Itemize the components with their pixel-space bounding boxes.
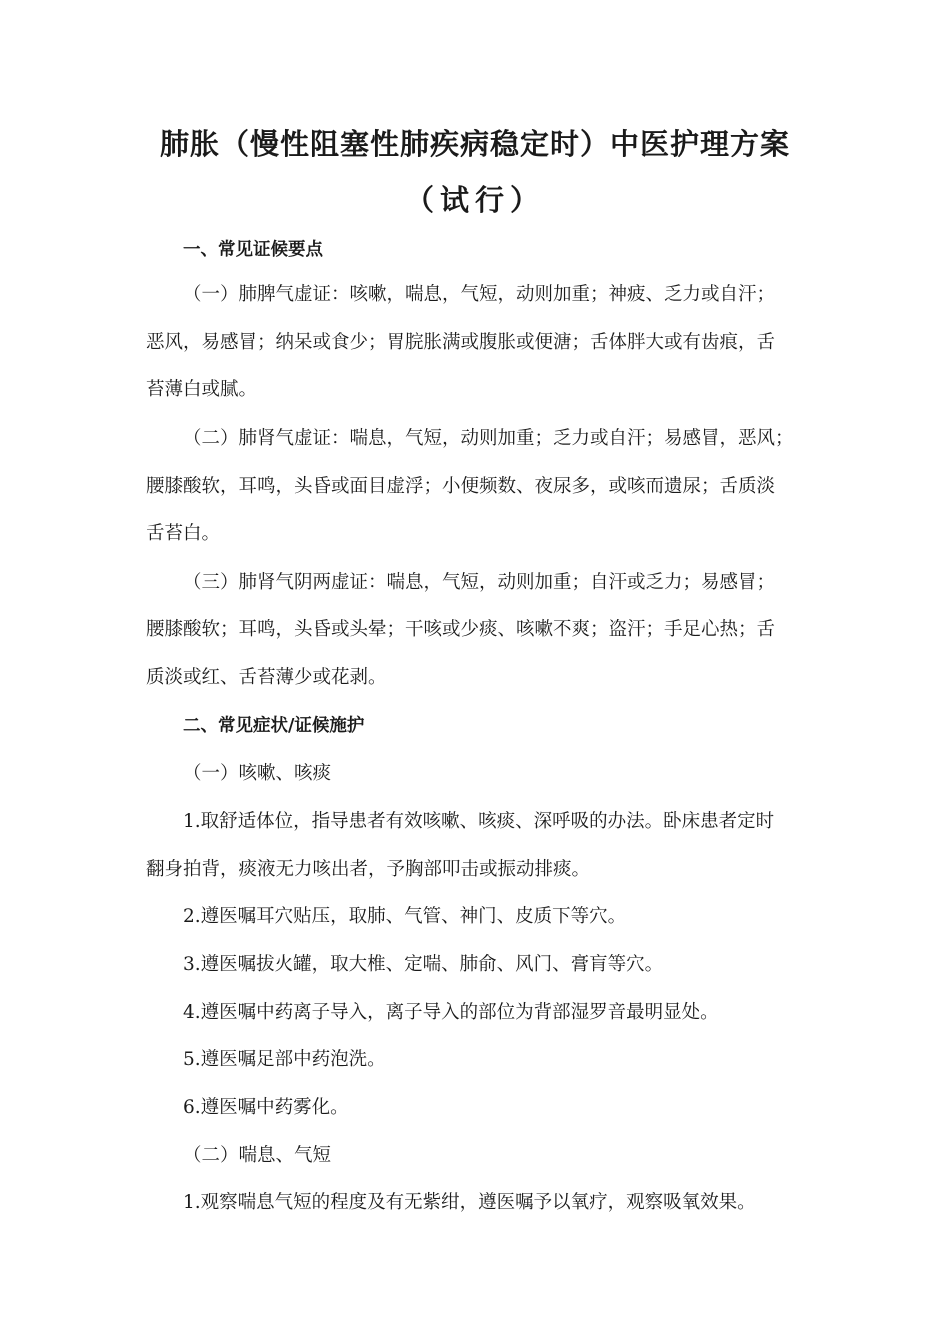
paragraph-line: （二）肺肾气虚证：喘息，气短，动则加重；乏力或自汗；易感冒，恶风； [183, 428, 794, 449]
list-item: 翻身拍背，痰液无力咳出者，予胸部叩击或振动排痰。 [146, 859, 591, 880]
section-heading: 二、常见症状/证候施护 [183, 716, 365, 736]
subsection-heading: （一）咳嗽、咳痰 [183, 763, 332, 784]
paragraph-line: 恶风，易感冒；纳呆或食少；胃脘胀满或腹胀或便溏；舌体胖大或有齿痕，舌 [146, 332, 776, 353]
list-item: 4.遵医嘱中药离子导入，离子导入的部位为背部湿罗音最明显处。 [183, 1002, 719, 1023]
paragraph-line: （一）肺脾气虚证：咳嗽，喘息，气短，动则加重；神疲、乏力或自汗； [183, 284, 776, 305]
list-item: 5.遵医嘱足部中药泡洗。 [183, 1049, 386, 1070]
paragraph-line: 腰膝酸软；耳鸣，头昏或头晕；干咳或少痰、咳嗽不爽；盗汗；手足心热；舌 [146, 619, 776, 640]
section-heading: 一、常见证候要点 [183, 240, 323, 260]
list-item: 1.取舒适体位，指导患者有效咳嗽、咳痰、深呼吸的办法。卧床患者定时 [183, 811, 775, 832]
paragraph-line: 舌苔白。 [146, 523, 221, 544]
paragraph-line: （三）肺肾气阴两虚证：喘息，气短，动则加重；自汗或乏力；易感冒； [183, 572, 776, 593]
paragraph-line: 苔薄白或腻。 [146, 379, 258, 400]
paragraph-line: 质淡或红、舌苔薄少或花剥。 [146, 667, 387, 688]
document-subtitle: （试行） [404, 183, 545, 217]
list-item: 6.遵医嘱中药雾化。 [183, 1097, 349, 1118]
list-item: 2.遵医嘱耳穴贴压，取肺、气管、神门、皮质下等穴。 [183, 906, 627, 927]
paragraph-line: 腰膝酸软，耳鸣，头昏或面目虚浮；小便频数、夜尿多，或咳而遗尿；舌质淡 [146, 476, 776, 497]
list-item: 3.遵医嘱拔火罐，取大椎、定喘、肺俞、风门、膏肓等穴。 [183, 954, 664, 975]
list-item: 1.观察喘息气短的程度及有无紫绀，遵医嘱予以氧疗，观察吸氧效果。 [183, 1192, 756, 1213]
subsection-heading: （二）喘息、气短 [183, 1145, 332, 1166]
document-title: 肺胀（慢性阻塞性肺疾病稳定时）中医护理方案 [159, 127, 790, 161]
